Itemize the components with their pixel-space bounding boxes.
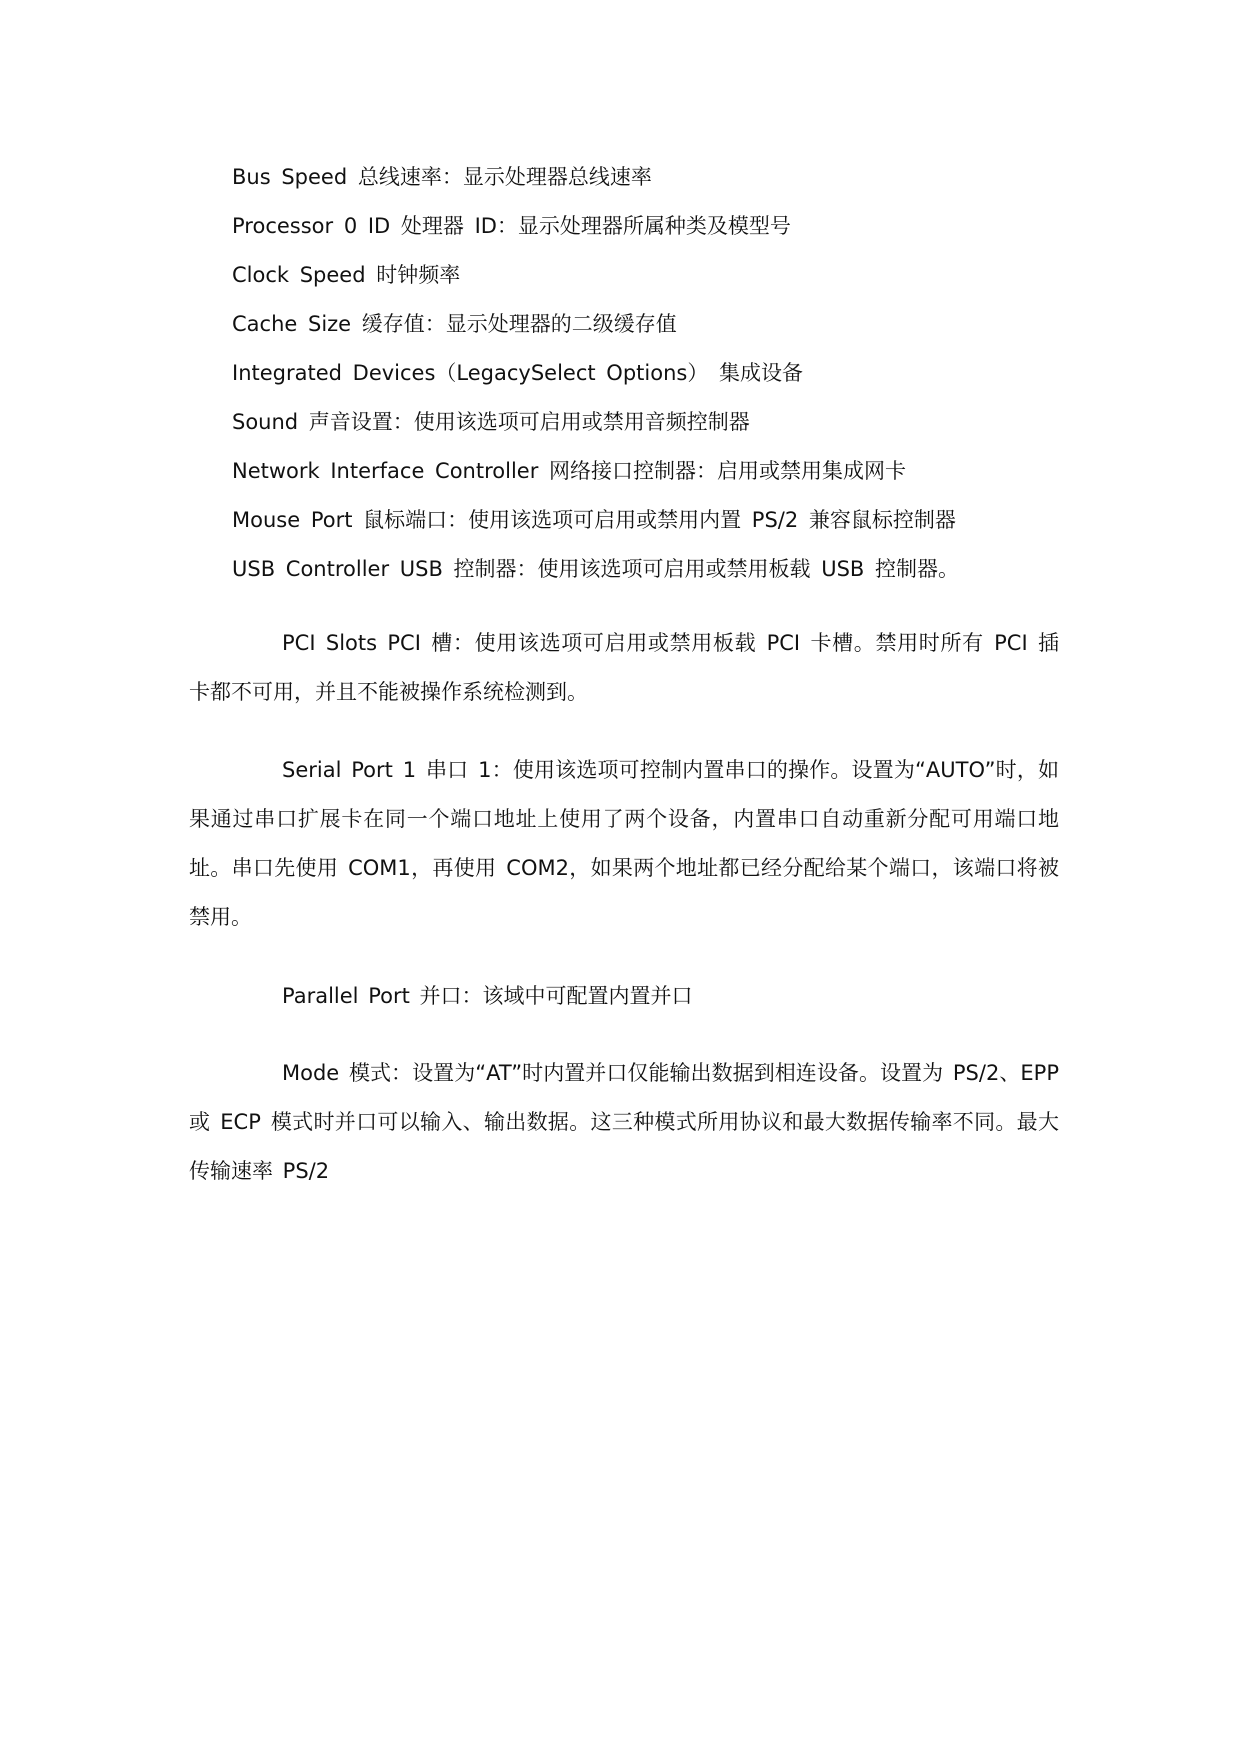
- list-item-mouse-port: Mouse Port 鼠标端口：使用该选项可启用或禁用内置 PS/2 兼容鼠标控制器: [232, 508, 956, 532]
- paragraph-pci-slots: PCI Slots PCI 槽：使用该选项可启用或禁用板载 PCI 卡槽。禁用时所有 PCI 插卡都不可用，并且不能被操作系统检测到。: [189, 631, 1059, 704]
- list-item-cache-size: Cache Size 缓存值：显示处理器的二级缓存值: [232, 312, 677, 336]
- paragraph-serial-port: Serial Port 1 串口 1：使用该选项可控制内置串口的操作。设置为“AUTO”时，如果通过串口扩展卡在同一个端口地址上使用了两个设备，内置串口自动重新分配可用端口地址。串口先使用 COM1，再使用 COM2，如果两个地址都已经分配给某个端口，该端口将被禁用。: [189, 758, 1059, 929]
- list-item-usb-controller: USB Controller USB 控制器：使用该选项可启用或禁用板载 USB 控制器。: [232, 557, 959, 581]
- settings-list: [232, 153, 1112, 594]
- list-item-sound: Sound 声音设置：使用该选项可启用或禁用音频控制器: [232, 410, 750, 434]
- list-item-clock-speed: Clock Speed 时钟频率: [232, 263, 461, 287]
- list-item-network-controller: Network Interface Controller 网络接口控制器：启用或禁用集成网卡: [232, 459, 907, 483]
- list-item-integrated-devices: Integrated Devices（LegacySelect Options） 集成设备: [232, 361, 803, 385]
- list-item-bus-speed: Bus Speed 总线速率：显示处理器总线速率: [232, 165, 652, 189]
- list-item-processor-id: Processor 0 ID 处理器 ID：显示处理器所属种类及模型号: [232, 214, 791, 238]
- paragraph-mode: Mode 模式：设置为“AT”时内置并口仅能输出数据到相连设备。设置为 PS/2、EPP 或 ECP 模式时并口可以输入、输出数据。这三种模式所用协议和最大数据传输率不同。最大传输速率 PS/2: [189, 1061, 1059, 1183]
- paragraph-parallel-port: Parallel Port 并口：该域中可配置内置并口: [282, 984, 693, 1008]
